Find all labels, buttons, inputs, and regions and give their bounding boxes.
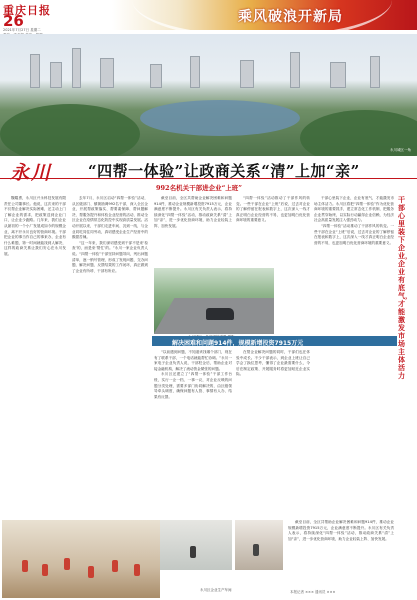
section-heading: 解决困难和问题914件，规模新增投资7915万元: [172, 339, 304, 347]
vertical-side-title: 干部心里装下企业，企业有底气，才能激发市场主体活力: [398, 195, 412, 380]
building: [370, 56, 380, 88]
greenery: [0, 104, 140, 156]
worker: [190, 546, 196, 558]
paragraph: 永川区还建立了“四帮一体验”干部工作台账，实行一企一档、一事一议，对企业反映的问题分类处理，需要多部门协同解决的，由区级领导牵头调度，确保问题有人管、事情有人办、结果有反馈。: [154, 372, 232, 399]
worker: [42, 564, 48, 576]
road-photo: [154, 268, 274, 334]
lake: [140, 100, 300, 136]
factory-workshop-photo: [2, 520, 160, 598]
city-aerial-photo: [0, 34, 417, 156]
text-column-4: [314, 196, 394, 516]
paragraph: 在帮企业解决问题的同时，干部们也在体验中成长。不少干部表示，到企业上班让自己学会了换位思考，懂得了企业最需要什么，今后在制定政策、开展服务时将更加贴近企业实际。: [236, 350, 310, 377]
sidebar-text: 魏耀勇，永川区兴永科技发展有限责任公司董事长。他说，这次来的干部不仅帮企业解决实际困难，还主动上门了解企业的需求，把政策送到企业门口，让企业少跑路。几年来，我们企业从最初的一个小厂发展成如今的规模企业，离不开永川良好的营商环境。干部把企业的事当作自己的事来办，企业有什么难题，第一时间就能找到人解决，这样的政商关系让我们安心在永川发展。: [4, 196, 66, 256]
paragraph: “这一年来，我们深切感受到干部不是来‘检查’的，而是来‘帮忙’的。”永川一家企业负责人说。“四帮一体验”干部坚持问题导向，列出问题清单，逐一销号管理，形成了发现问题、交办问题、解决问题、反馈结果的工作闭环，真正做到了企业有所呼、干部有所应。: [72, 240, 148, 273]
paragraph: “以前遇到问题，不知道该找哪个部门，现在有了联系干部，一个电话就能帮忙协调。”永川一家电子企业负责人说，干部驻企后，帮助企业对接金融机构，解决了流动资金紧张的问题。: [154, 350, 232, 371]
paragraph: 截至目前，全区共帮助企业解决困难和问题914件，推动企业规模新增投资7915万元，企业满意度不断提升。永川区有关负责人表示，将持续深化“四帮一体验”活动，推动政商关系“清”上加“亲”，进一步优化营商环境，助力企业轻装上阵、加快发展。: [288, 520, 394, 541]
worker: [253, 544, 259, 556]
worker: [112, 560, 118, 572]
masthead: 重庆日报: [3, 4, 51, 17]
building: [100, 58, 114, 88]
page-number: 26: [3, 12, 24, 30]
page-header: [0, 0, 417, 34]
worker: [88, 566, 94, 578]
building: [72, 48, 81, 88]
text-column-5: [154, 350, 232, 516]
building: [240, 60, 254, 88]
article-subhead: 992名机关干部进企业“上班”: [156, 184, 243, 192]
worker: [22, 560, 28, 572]
building: [50, 62, 62, 88]
building: [30, 54, 40, 88]
banner-title: 乘风破浪开新局: [238, 9, 343, 25]
article-headline: “四帮一体验”让政商关系“清”上加“亲”: [88, 162, 360, 180]
section-heading-bar: [152, 336, 397, 346]
sidebar-column: [4, 196, 66, 516]
paragraph: 干部心里装下企业，企业有底气，才能激发市场主体活力。永川区将把“四帮一体验”作为优化营商环境的重要抓手，建立常态化工作机制，把服务企业贯穿始终，以实际行动赢得企业信赖，为经济社会高质量发展注入强劲动力。: [314, 196, 394, 223]
staff-at-work-photo: [235, 520, 283, 570]
worker: [134, 564, 140, 576]
text-column-7: [288, 520, 394, 586]
building: [290, 52, 300, 88]
production-line-photo: [160, 520, 232, 570]
district-name: 永川: [10, 162, 53, 184]
factory-photo-caption: 永川区企业生产车间: [200, 588, 232, 592]
paragraph: “四帮一体验”活动推动了干部作风的转变。一些干部在企业“上班”后说，过去对企业的了解停留在报表和数字上，这次深入一线才真正明白企业经营的不易，也更加明白优化营商环境的重要意义。: [236, 196, 310, 223]
building: [150, 64, 162, 88]
worker: [64, 558, 70, 570]
byline: 本报记者 ××× 通讯员 ×××: [290, 590, 336, 594]
text-column-1: [72, 196, 148, 516]
building: [330, 62, 346, 88]
text-column-6: [236, 350, 310, 516]
hero-caption: 永川城区一角: [390, 148, 411, 152]
paragraph: 截至目前，全区共帮助企业解决困难和问题914件，推动企业规模新增投资7915万元，企业满意度不断提升。永川区有关负责人表示，将持续深化“四帮一体验”活动，推动政商关系“清”上加“亲”，进一步优化营商环境，助力企业轻装上阵、加快发展。: [154, 196, 232, 228]
text-column-2: [154, 196, 232, 266]
section-banner: [112, 0, 417, 30]
car: [206, 308, 234, 320]
paragraph: “四帮一体验”活动推动了干部作风的转变。一些干部在企业“上班”后说，过去对企业的了解停留在报表和数字上，这次深入一线才真正明白企业经营的不易，也更加明白优化营商环境的重要意义。: [314, 223, 394, 245]
meta-date: 2021年7月27日 星期二: [3, 28, 41, 32]
paragraph: 去年7月，永川区启动“四帮一体验”活动，从区级部门、镇街抽调992名干部，深入全区企业，开展帮政策落实、帮要素保障、帮问题解决、帮服务提升和体验企业经营的活动，推动全区企业在疫情常态化防控中实现高质量发展。活动开展以来，干部们走进车间、沉到一线，与企业同吃同住同劳动，真切感受企业生产经营中的酸甜苦辣。: [72, 196, 148, 240]
building: [190, 56, 200, 88]
